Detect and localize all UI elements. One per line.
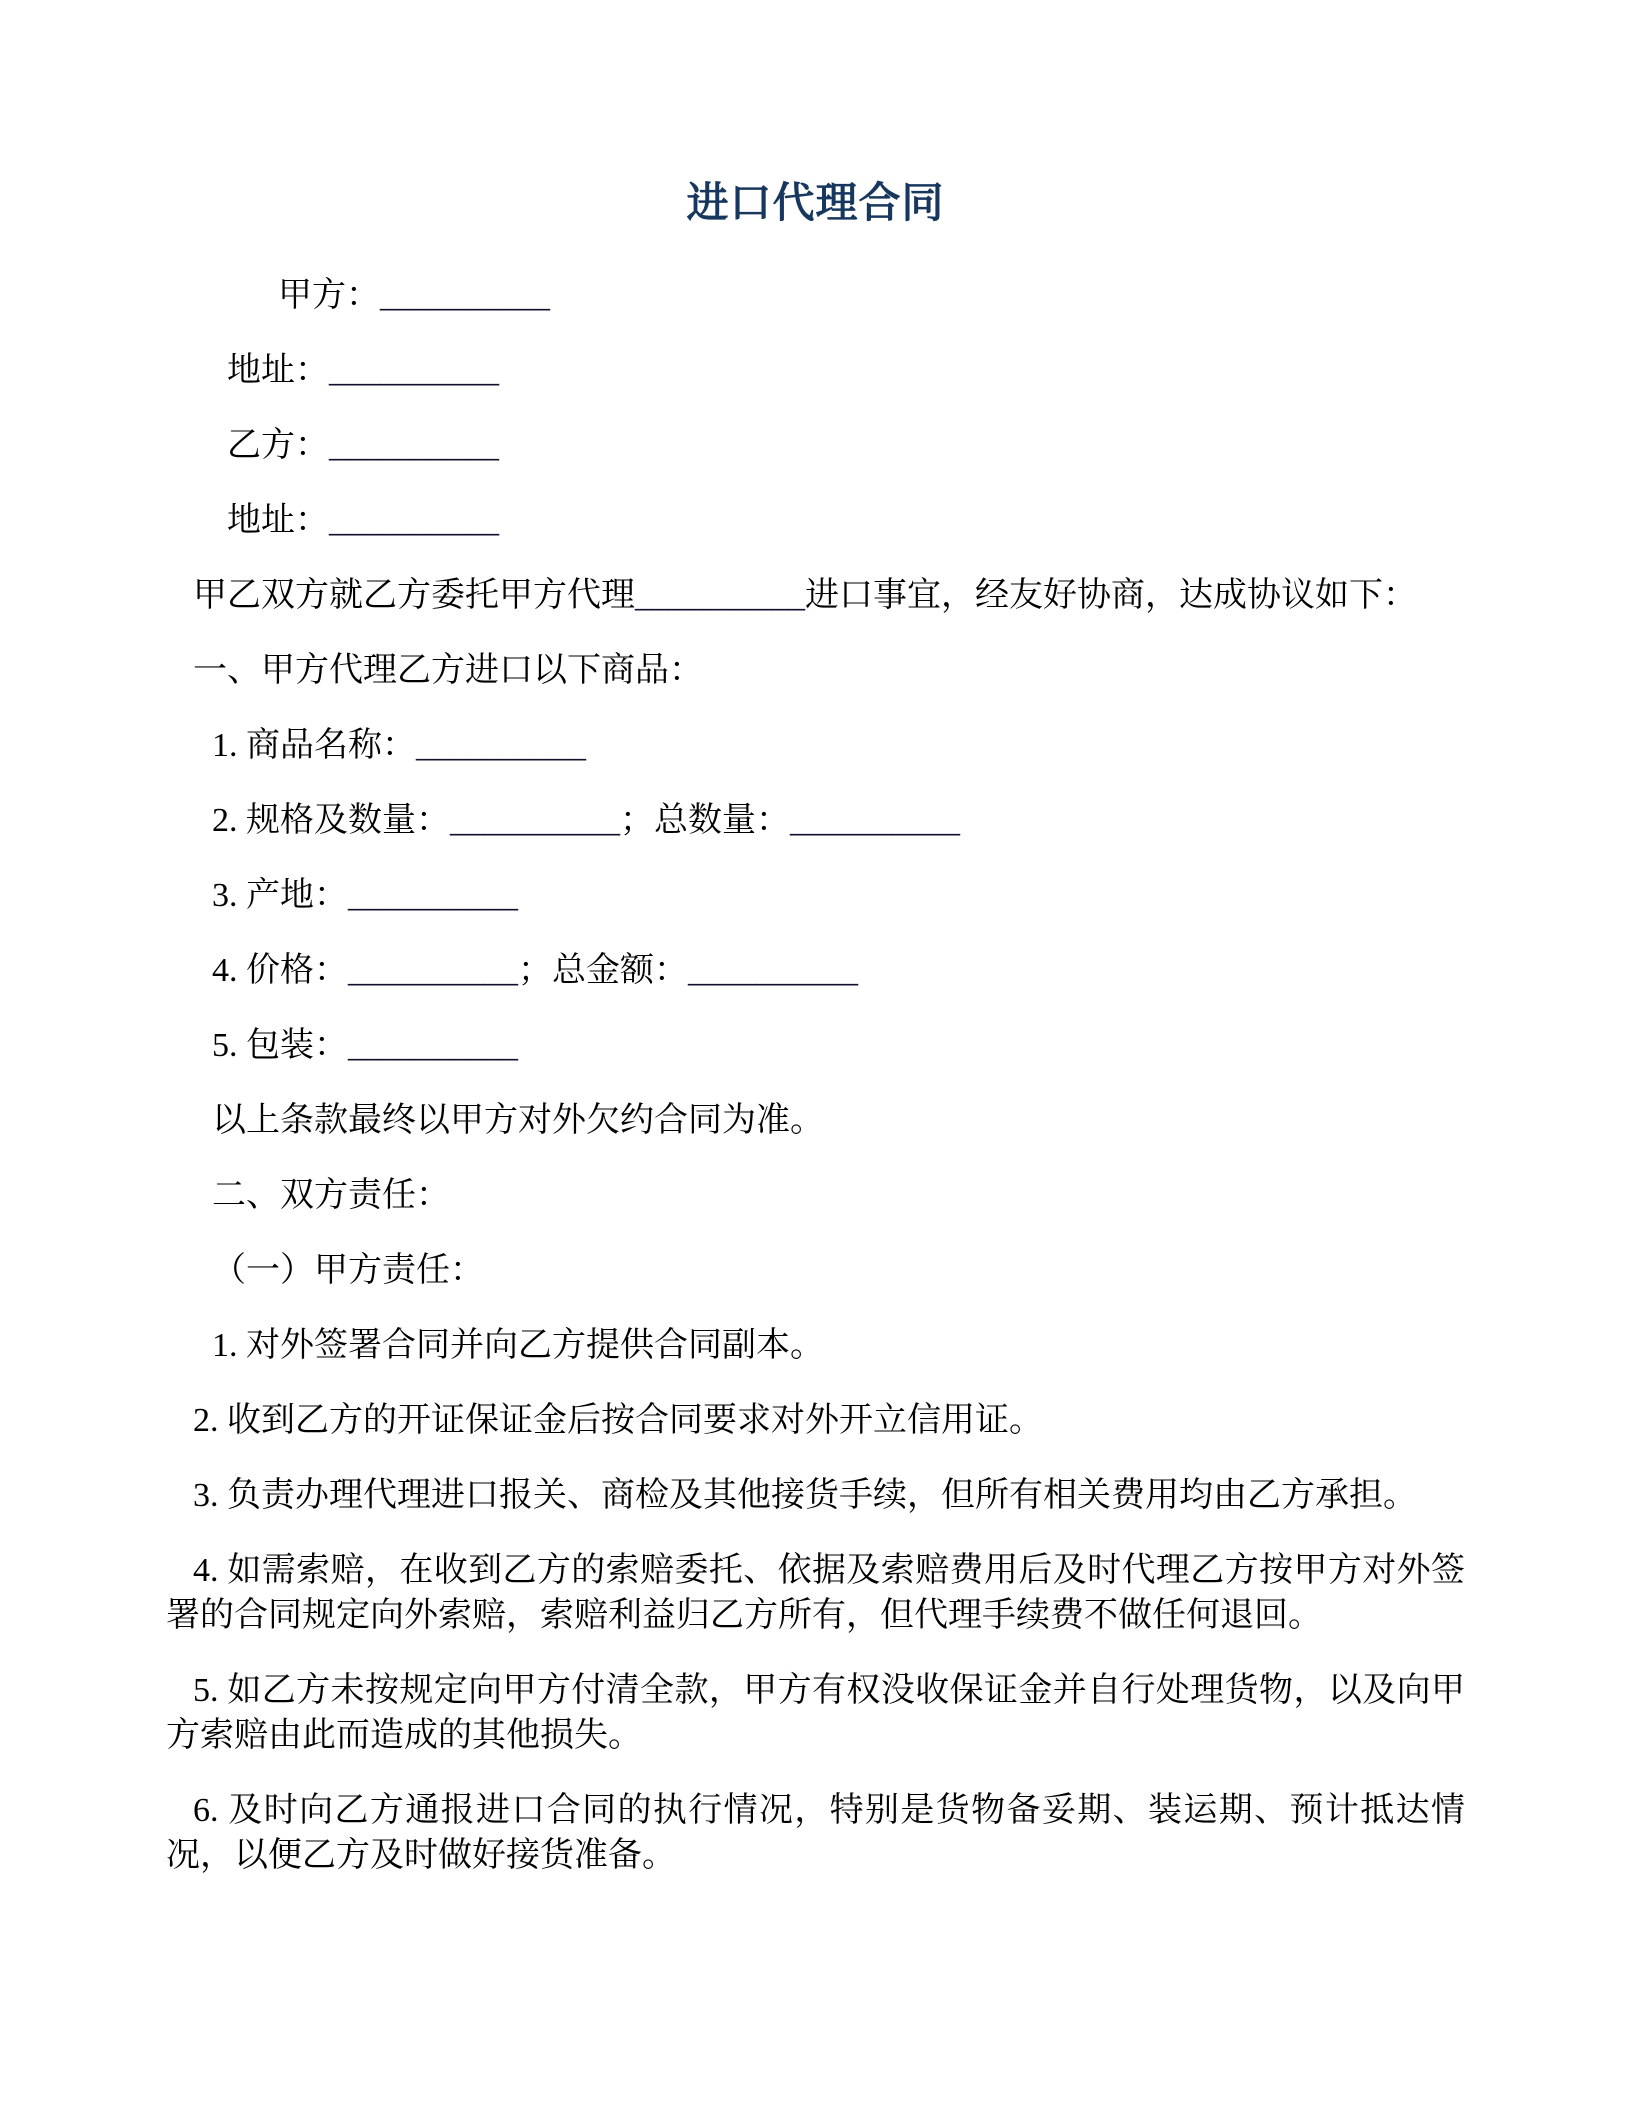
party-b-blank: __________ bbox=[329, 427, 499, 464]
party-b-address-line bbox=[227, 498, 1465, 543]
document-title: 进口代理合同 bbox=[686, 179, 945, 226]
party-a-address-line bbox=[227, 348, 1465, 393]
section2-item-1: 1. 对外签署合同并向乙方提供合同副本。 bbox=[212, 1327, 824, 1364]
party-a-blank: __________ bbox=[380, 277, 550, 314]
intro-paragraph bbox=[166, 573, 1465, 618]
origin-label: 3. 产地： bbox=[212, 877, 348, 914]
party-a-address-blank: __________ bbox=[329, 352, 499, 389]
price-blank: __________ bbox=[348, 952, 518, 989]
party-a-label: 甲方： bbox=[278, 277, 380, 314]
party-b-address-blank: __________ bbox=[329, 502, 499, 539]
spec-quantity-blank: __________ bbox=[450, 802, 620, 839]
section1-item-packaging bbox=[166, 1023, 1465, 1068]
party-b-line bbox=[227, 423, 1465, 468]
section1-item-price bbox=[166, 948, 1465, 993]
total-amount-blank: __________ bbox=[688, 952, 858, 989]
total-quantity-label: ；总数量： bbox=[620, 802, 790, 839]
price-label: 4. 价格： bbox=[212, 952, 348, 989]
party-a-line bbox=[278, 273, 1465, 318]
section2-item-3: 3. 负责办理代理进口报关、商检及其他接货手续，但所有相关费用均由乙方承担。 bbox=[193, 1477, 1417, 1514]
party-b-label: 乙方： bbox=[227, 427, 329, 464]
section1-item-spec-quantity bbox=[166, 798, 1465, 843]
section1-item-commodity bbox=[166, 723, 1465, 768]
party-b-address-label: 地址： bbox=[227, 502, 329, 539]
section2-sub1-heading: （一）甲方责任： bbox=[212, 1252, 484, 1289]
origin-blank: __________ bbox=[348, 877, 518, 914]
intro-text-post: 进口事宜，经友好协商，达成协议如下： bbox=[805, 577, 1417, 614]
commodity-name-blank: __________ bbox=[416, 727, 586, 764]
packaging-blank: __________ bbox=[348, 1027, 518, 1064]
spec-quantity-label: 2. 规格及数量： bbox=[212, 802, 450, 839]
section2-item-2: 2. 收到乙方的开证保证金后按合同要求对外开立信用证。 bbox=[193, 1402, 1043, 1439]
section1-note: 以上条款最终以甲方对外欠约合同为准。 bbox=[212, 1102, 824, 1139]
section2-heading: 二、双方责任： bbox=[212, 1177, 450, 1214]
intro-blank: __________ bbox=[635, 577, 805, 614]
total-quantity-blank: __________ bbox=[790, 802, 960, 839]
section2-item-6: 6. 及时向乙方通报进口合同的执行情况，特别是货物备妥期、装运期、预计抵达情况，以便乙方及时做好接货准备。 bbox=[166, 1792, 1465, 1874]
section2-item-4: 4. 如需索赔，在收到乙方的索赔委托、依据及索赔费用后及时代理乙方按甲方对外签署的合同规定向外索赔，索赔利益归乙方所有，但代理手续费不做任何退回。 bbox=[166, 1552, 1465, 1634]
section1-item-origin bbox=[166, 873, 1465, 918]
commodity-name-label: 1. 商品名称： bbox=[212, 727, 416, 764]
intro-text-pre: 甲乙双方就乙方委托甲方代理 bbox=[193, 577, 635, 614]
packaging-label: 5. 包装： bbox=[212, 1027, 348, 1064]
section1-heading: 一、甲方代理乙方进口以下商品： bbox=[193, 652, 703, 689]
party-a-address-label: 地址： bbox=[227, 352, 329, 389]
total-amount-label: ；总金额： bbox=[518, 952, 688, 989]
section2-item-5: 5. 如乙方未按规定向甲方付清全款，甲方有权没收保证金并自行处理货物，以及向甲方索赔由此而造成的其他损失。 bbox=[166, 1672, 1465, 1754]
